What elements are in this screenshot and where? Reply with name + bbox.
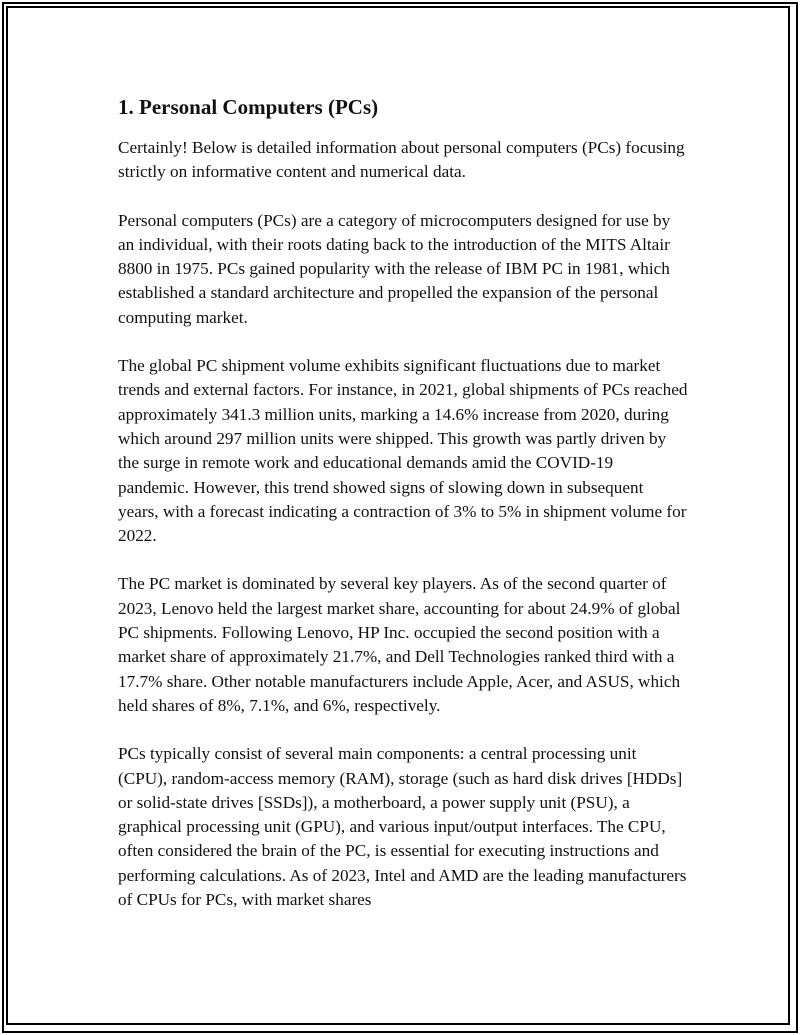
paragraph-shipments: The global PC shipment volume exhibits significant fluctuations due to market trends and external factors. For instance, in 2021, global shipments of PCs reached approximately 341.3 million units, marking a 14.6% increase from 2020, during which around 297 million units were shipped. This growth was partly driven by the surge in remote work and educational demands amid the COVID-19 pandemic. However, this trend showed signs of slowing down in subsequent years, with a forecast indicating a contraction of 3% to 5% in shipment volume for 2022. <box>118 356 688 546</box>
paragraph-market-share: The PC market is dominated by several key players. As of the second quarter of 2023, Lenovo held the largest market share, accounting for about 24.9% of global PC shipments. Following Lenovo, HP Inc. occupied the second position with a market share of approximately 21.7%, and Dell Technologies ranked third with a 17.7% share. Other notable manufacturers include Apple, Acer, and ASUS, which held shares of 8%, 7.1%, and 6%, respectively. <box>118 574 681 715</box>
section-heading: 1. Personal Computers (PCs) <box>118 95 379 119</box>
paragraph-components: PCs typically consist of several main components: a central processing unit (CPU), random-access memory (RAM), storage (such as hard disk drives [HDDs] or solid-state drives [SSDs]), a motherboard, a power supply unit (PSU), a graphical processing unit (GPU), and various input/output interfaces. The CPU, often considered the brain of the PC, is essential for executing instructions and performing calculations. As of 2023, Intel and AMD are the leading manufacturers of CPUs for PCs, with market shares <box>118 744 687 910</box>
document-body <box>118 94 688 936</box>
paragraph-intro: Certainly! Below is detailed information about personal computers (PCs) focusing strictly on informative content and numerical data. <box>118 138 685 182</box>
paragraph-history: Personal computers (PCs) are a category of microcomputers designed for use by an individual, with their roots dating back to the introduction of the MITS Altair 8800 in 1975. PCs gained popularity with the release of IBM PC in 1981, which established a standard architecture and propelled the expansion of the personal computing market. <box>118 210 671 327</box>
